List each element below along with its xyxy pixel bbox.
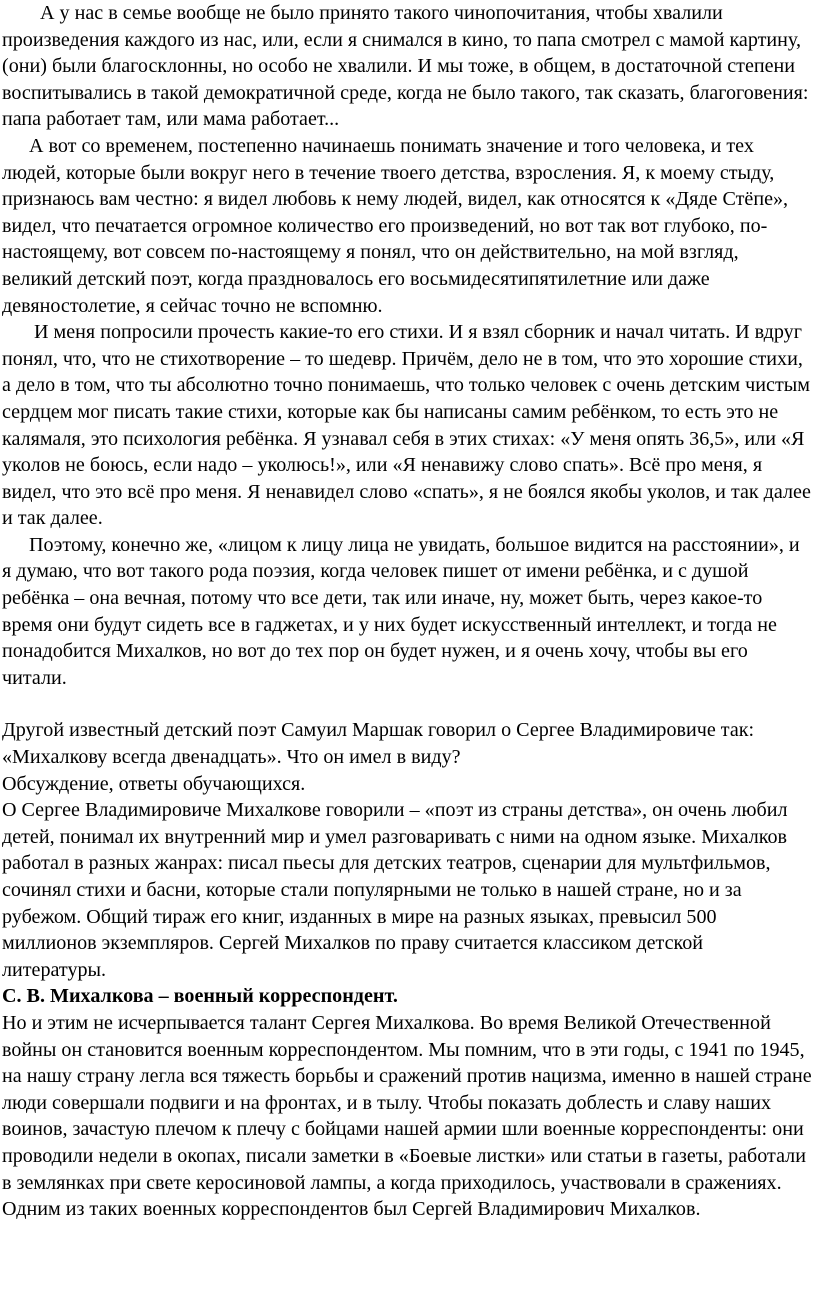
paragraph-one-of-correspondents: Одним из таких военных корреспондентов был Сергей Владимирович Михалков. — [2, 1198, 701, 1221]
paragraph-family-attitude: А у нас в семье вообще не было принято такого чинопочитания, чтобы хвалили произведения каждого из нас, или, если я снимался в кино, то папа смотрел с мамой картину, (они) были благосклонны, но особо не хвалили. И мы тоже, в общем, в достаточной степени воспитывались в такой демократичной среде, когда не было такого, так сказать, благоговения: папа работает там, или мама работает... — [2, 2, 809, 131]
paragraph-reading-poems: И меня попросили прочесть какие-то его стихи. И я взял сборник и начал читать. И вдруг понял, что, что не стихотворение – то шедевр. Причём, дело не в том, что это хорошие стихи, а дело в том, что ты абсолютно точно понимаешь, что только человек с очень детским чистым сердцем мог писать такие стихи, которые как бы написаны самим ребёнком, то есть это не калямаля, это психология ребёнка. Я узнавал себя в этих стихах: «У меня опять 36,5», или «Я уколов не боюсь, если надо – уколюсь!», или «Я ненавижу слово спать». Всё про меня, я видел, что это всё про меня. Я ненавидел слово «спать», я не боялся якобы уколов, и так далее и так далее. — [2, 321, 811, 530]
paragraph-eternal-poetry: Поэтому, конечно же, «лицом к лицу лица не увидать, большое видится на расстоянии», и я думаю, что вот такого рода поэзия, когда человек пишет от имени ребёнка, и с душой ребёнка – она вечная, потому что все дети, так или иначе, ну, может быть, через какое-то время они будут сидеть все в гаджетах, и у них будет искусственный интеллект, и тогда не понадобится Михалков, но вот до тех пор он будет нужен, и я очень хочу, чтобы вы его читали. — [2, 533, 800, 689]
paragraph-country-of-childhood: О Сергее Владимировиче Михалкове говорили – «поэт из страны детства», он очень любил детей, понимал их внутренний мир и умел разговаривать с ними на одном языке. Михалков работал в разных жанрах: писал пьесы для детских театров, сценарии для мультфильмов, сочинял стихи и басни, которые стали популярными не только в нашей стране, но и за рубежом. Общий тираж его книг, изданных в мире на разных языках, превысил 500 миллионов экземпляров. Сергей Михалков по праву считается классиком детской литературы. — [2, 799, 788, 981]
paragraph-war-correspondent: Но и этим не исчерпывается талант Сергея Михалкова. Во время Великой Отечественной войны он становится военным корреспондентом. Мы помним, что в эти годы, с 1941 по 1945, на нашу страну легла вся тяжесть борьбы и сражений против нацизма, именно в нашей стране люди совершали подвиги и на фронтах, и в тылу. Чтобы показать доблесть и славу наших воинов, зачастую плечом к плечу с бойцами нашей армии шли военные корреспонденты: они проводили недели в окопах, писали заметки в «Боевые листки» или статьи в газеты, работали в землянках при свете керосиновой лампы, а когда приходилось, участвовали в сражениях. — [2, 1011, 812, 1194]
paragraph-discussion: Обсуждение, ответы обучающихся. — [2, 772, 306, 795]
paragraph-understanding: А вот со временем, постепенно начинаешь понимать значение и того человека, и тех людей, которые были вокруг него в течение твоего детства, взросления. Я, к моему стыду, признаюсь вам честно: я видел любовь к нему людей, видел, как относятся к «Дяде Стёпе», видел, что печатается огромное количество его произведений, но вот так вот глубоко, по-настоящему, вот совсем по-настоящему я понял, что он действительно, на мой взгляд, великий детский поэт, когда праздновалось его восьмидесятипятилетние или даже девяностолетие, я сейчас точно не вспомню. — [2, 134, 789, 317]
section-heading-war-correspondent: С. В. Михалкова – военный корреспондент. — [2, 985, 398, 1008]
paragraph-marshak-quote: Другой известный детский поэт Самуил Маршак говорил о Сергее Владимировиче так: «Михалкову всегда двенадцать». Что он имел в виду? — [2, 719, 755, 769]
paragraph-spacer — [2, 691, 812, 717]
